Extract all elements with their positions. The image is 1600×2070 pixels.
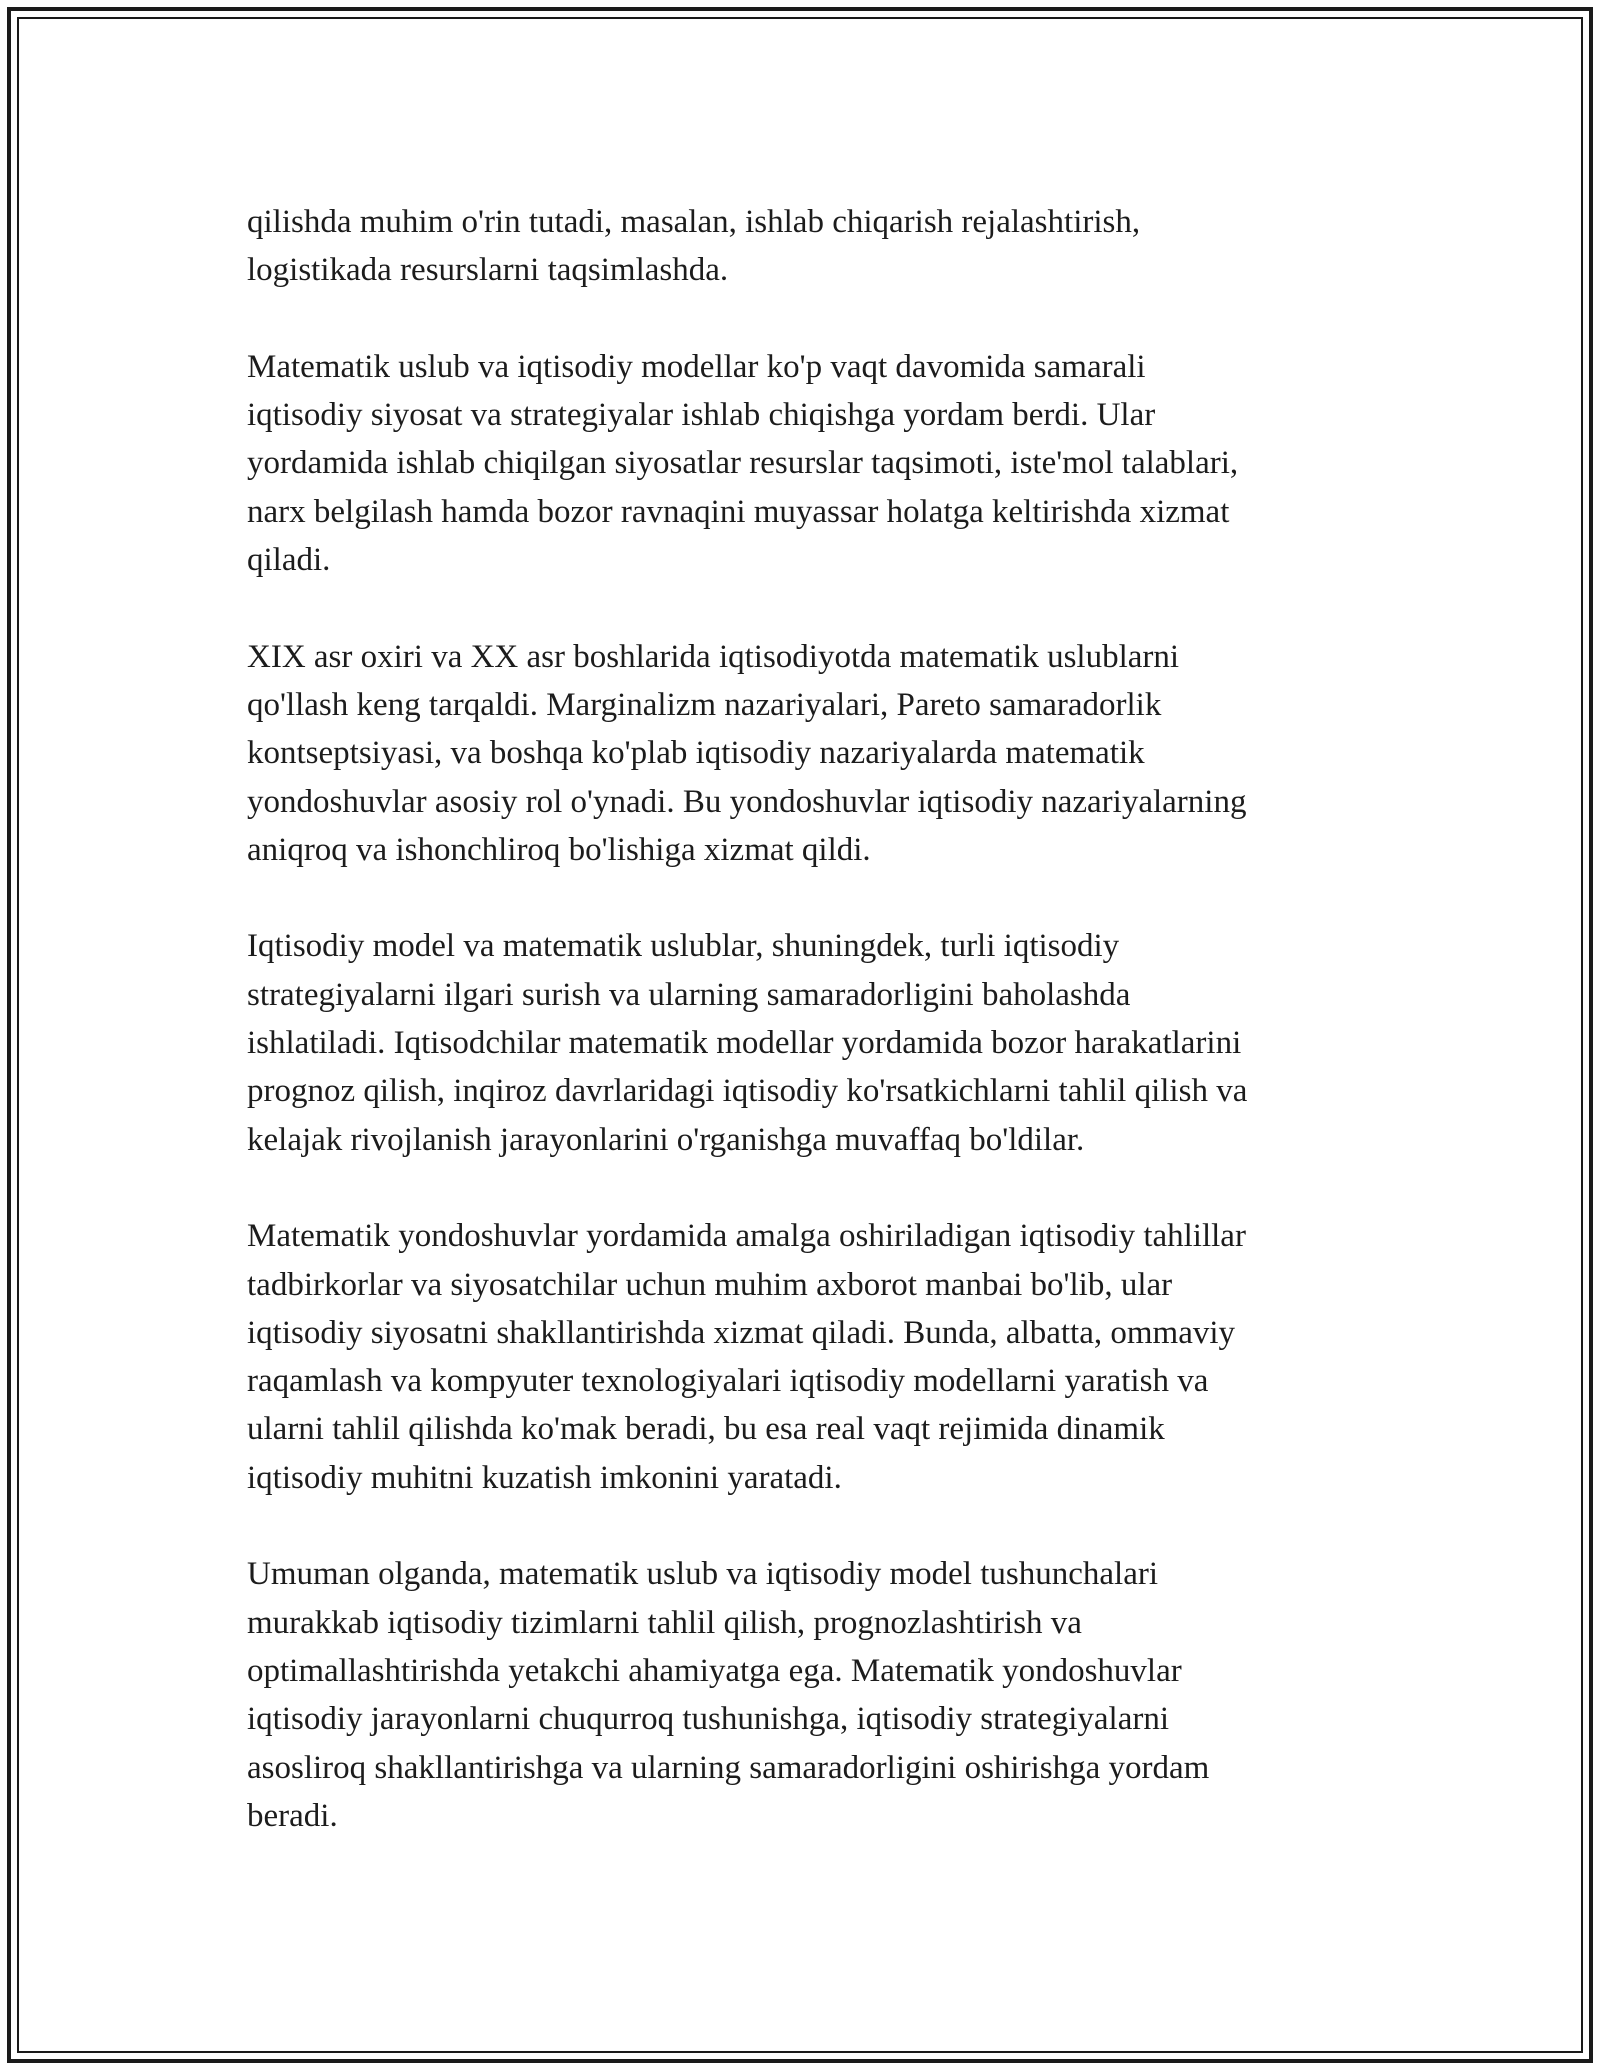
text-line: aniqroq va ishonchliroq bo'lishiga xizmat qildi. (247, 831, 871, 868)
paragraph-6 (247, 1550, 1377, 1840)
text-line: Matematik yondoshuvlar yordamida amalga oshiriladigan iqtisodiy tahlillar (247, 1218, 1246, 1255)
text-line: kelajak rivojlanish jarayonlarini o'rganishga muvaffaq bo'ldilar. (247, 1121, 1085, 1158)
text-line: beradi. (247, 1797, 338, 1834)
text-line: XIX asr oxiri va XX asr boshlarida iqtisodiyotda matematik uslublarni (247, 638, 1180, 675)
paragraph-4 (247, 922, 1377, 1163)
text-line: ularni tahlil qilishda ko'mak beradi, bu esa real vaqt rejimida dinamik (247, 1411, 1165, 1448)
document-body (247, 198, 1377, 1840)
text-line: qiladi. (247, 542, 331, 579)
text-line: yondoshuvlar asosiy rol o'ynadi. Bu yondoshuvlar iqtisodiy nazariyalarning (247, 783, 1247, 820)
text-line: prognoz qilish, inqiroz davrlaridagi iqtisodiy ko'rsatkichlarni tahlil qilish va (247, 1073, 1248, 1110)
text-line: optimallashtirishda yetakchi ahamiyatga ega. Matematik yondoshuvlar (247, 1652, 1182, 1689)
text-line: kontseptsiyasi, va boshqa ko'plab iqtisodiy nazariyalarda matematik (247, 735, 1145, 772)
paragraph-2 (247, 343, 1377, 584)
text-line: murakkab iqtisodiy tizimlarni tahlil qilish, prognozlashtirish va (247, 1604, 1082, 1641)
text-line: Umuman olganda, matematik uslub va iqtisodiy model tushunchalari (247, 1556, 1158, 1593)
text-line: ishlatiladi. Iqtisodchilar matematik modellar yordamida bozor harakatlarini (247, 1025, 1242, 1062)
page-border (7, 7, 1593, 2063)
text-line: narx belgilash hamda bozor ravnaqini muyassar holatga keltirishda xizmat (247, 493, 1230, 530)
text-line: raqamlash va kompyuter texnologiyalari iqtisodiy modellarni yaratish va (247, 1363, 1209, 1400)
text-line: asosliroq shakllantirishga va ularning samaradorligini oshirishga yordam (247, 1749, 1210, 1786)
text-line: qilishda muhim o'rin tutadi, masalan, ishlab chiqarish rejalashtirish, (247, 204, 1141, 240)
text-line: logistikada resurslarni taqsimlashda. (247, 252, 729, 289)
text-line: strategiyalarni ilgari surish va ularning samaradorligini baholashda (247, 976, 1131, 1013)
text-line: tadbirkorlar va siyosatchilar uchun muhim axborot manbai bo'lib, ular (247, 1266, 1173, 1303)
text-line: iqtisodiy siyosat va strategiyalar ishlab chiqishga yordam berdi. Ular (247, 397, 1156, 434)
text-line: yordamida ishlab chiqilgan siyosatlar resurslar taqsimoti, iste'mol talablari, (247, 445, 1239, 482)
paragraph-1 (247, 198, 1377, 295)
paragraph-5 (247, 1212, 1377, 1502)
text-line: Iqtisodiy model va matematik uslublar, shuningdek, turli iqtisodiy (247, 928, 1120, 965)
text-line: iqtisodiy siyosatni shakllantirishda xizmat qiladi. Bunda, albatta, ommaviy (247, 1314, 1236, 1351)
text-line: Matematik uslub va iqtisodiy modellar ko'p vaqt davomida samarali (247, 348, 1146, 385)
text-line: qo'llash keng tarqaldi. Marginalizm nazariyalari, Pareto samaradorlik (247, 686, 1162, 723)
paragraph-3 (247, 633, 1377, 874)
text-line: iqtisodiy jarayonlarni chuqurroq tushunishga, iqtisodiy strategiyalarni (247, 1701, 1170, 1738)
text-line: iqtisodiy muhitni kuzatish imkonini yaratadi. (247, 1459, 842, 1496)
